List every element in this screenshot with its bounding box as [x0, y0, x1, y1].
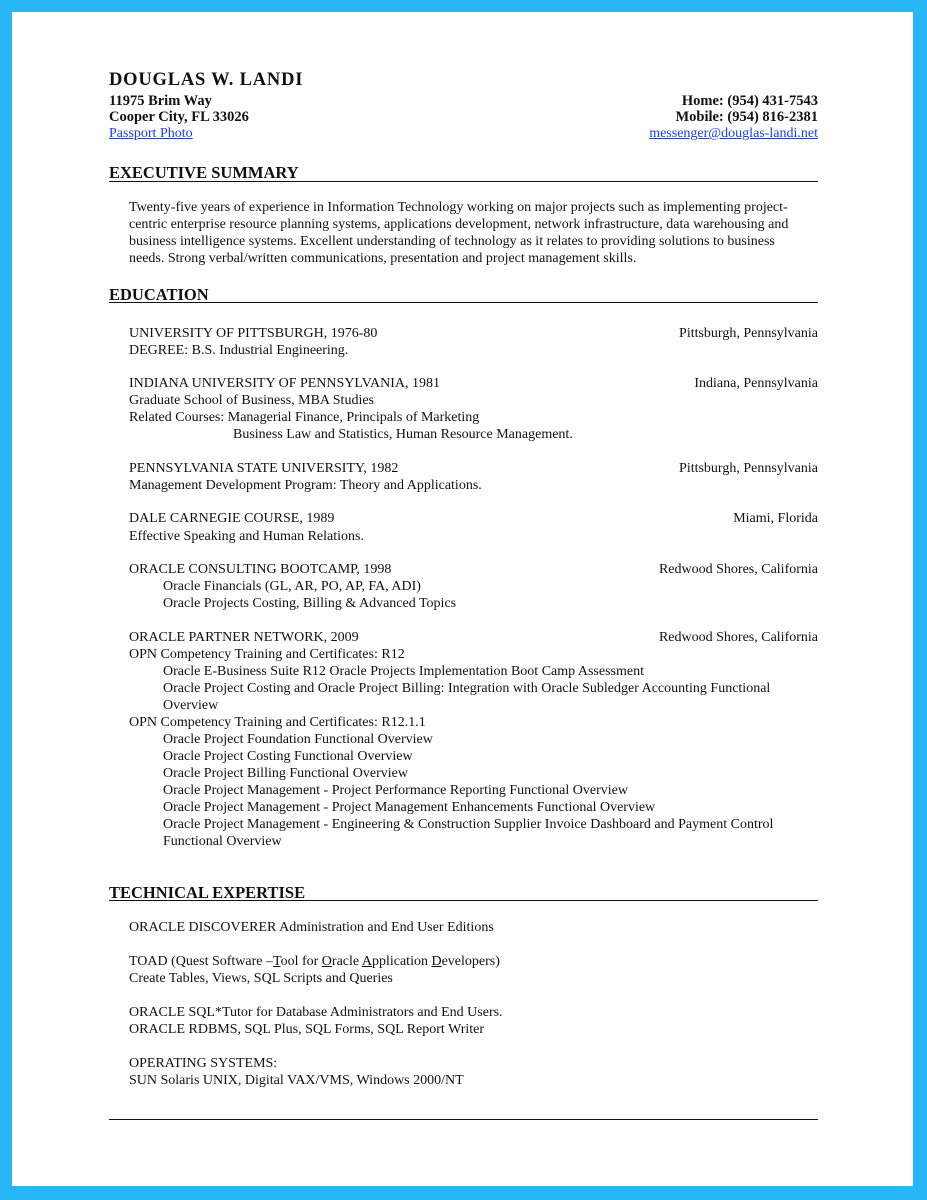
- education-detail: DEGREE: B.S. Industrial Engineering.: [129, 343, 349, 358]
- technical-item: SUN Solaris UNIX, Digital VAX/VMS, Windows 2000/NT: [129, 1073, 464, 1088]
- home-phone: Home: (954) 431-7543: [681, 93, 818, 109]
- summary-line: Twenty-five years of experience in Information Technology working on major projects such as implementing project-: [129, 200, 788, 215]
- email-link[interactable]: messenger@douglas-landi.net: [649, 126, 818, 141]
- education-detail: Oracle Financials (GL, AR, PO, AP, FA, ADI): [163, 579, 421, 594]
- certificate-item: Oracle Project Foundation Functional Overview: [163, 732, 433, 747]
- certificate-item: Oracle E-Business Suite R12 Oracle Projects Implementation Boot Camp Assessment: [163, 664, 644, 679]
- certificate-item: Oracle Project Management - Project Performance Reporting Functional Overview: [163, 783, 628, 798]
- summary-line: needs. Strong verbal/written communications, presentation and project management skills.: [129, 251, 637, 266]
- school-location: Indiana, Pennsylvania: [694, 376, 818, 391]
- school-name: PENNSYLVANIA STATE UNIVERSITY, 1982: [129, 461, 399, 476]
- technical-item: OPERATING SYSTEMS:: [129, 1056, 278, 1071]
- technical-item: ORACLE SQL*Tutor for Database Administrators and End Users.: [129, 1005, 503, 1020]
- education-detail: Business Law and Statistics, Human Resource Management.: [233, 427, 573, 442]
- school-location: Pittsburgh, Pennsylvania: [679, 461, 818, 476]
- footer-divider: [109, 1119, 818, 1120]
- toad-line: TOAD (Quest Software –Tool for Oracle Application Developers): [129, 954, 500, 969]
- resume-page: [12, 12, 913, 1186]
- section-title-technical: TECHNICAL EXPERTISE: [109, 883, 306, 902]
- section-divider: [109, 181, 818, 182]
- technical-item: ORACLE DISCOVERER Administration and End User Editions: [129, 920, 494, 935]
- education-detail: Related Courses: Managerial Finance, Principals of Marketing: [129, 410, 480, 425]
- passport-photo-link[interactable]: Passport Photo: [109, 126, 193, 141]
- address-line-1: 11975 Brim Way: [109, 93, 212, 109]
- certificate-heading: OPN Competency Training and Certificates: R12: [129, 647, 405, 662]
- education-detail: Graduate School of Business, MBA Studies: [129, 393, 374, 408]
- education-detail: Management Development Program: Theory and Applications.: [129, 478, 482, 493]
- technical-item: ORACLE RDBMS, SQL Plus, SQL Forms, SQL Report Writer: [129, 1022, 485, 1037]
- summary-line: business intelligence systems. Excellent understanding of technology as it relates to providing solutions to business: [129, 234, 775, 249]
- school-location: Redwood Shores, California: [658, 630, 818, 645]
- education-detail: Effective Speaking and Human Relations.: [129, 529, 364, 544]
- school-name: INDIANA UNIVERSITY OF PENNSYLVANIA, 1981: [129, 376, 440, 391]
- section-title-education: EDUCATION: [109, 285, 209, 304]
- applicant-name: DOUGLAS W. LANDI: [109, 70, 304, 90]
- education-detail: Oracle Projects Costing, Billing & Advanced Topics: [163, 596, 457, 611]
- school-name: UNIVERSITY OF PITTSBURGH, 1976-80: [129, 326, 378, 341]
- mobile-phone: Mobile: (954) 816-2381: [675, 109, 818, 125]
- section-divider: [109, 302, 818, 303]
- certificate-item: Oracle Project Management - Engineering & Construction Supplier Invoice Dashboard and Payment Control: [163, 817, 774, 832]
- certificate-item: Oracle Project Billing Functional Overview: [163, 766, 408, 781]
- summary-line: centric enterprise resource planning systems, applications development, network infrastructure, data warehousing and: [129, 217, 789, 232]
- address-line-2: Cooper City, FL 33026: [109, 109, 249, 125]
- certificate-item: Oracle Project Costing and Oracle Project Billing: Integration with Oracle Subledger Accounting Functional: [163, 681, 771, 696]
- certificate-item: Functional Overview: [163, 834, 282, 849]
- school-location: Pittsburgh, Pennsylvania: [679, 326, 818, 341]
- certificate-item: Oracle Project Costing Functional Overview: [163, 749, 413, 764]
- section-title-summary: EXECUTIVE SUMMARY: [109, 163, 299, 182]
- technical-item: Create Tables, Views, SQL Scripts and Queries: [129, 971, 393, 986]
- certificate-item: Oracle Project Management - Project Management Enhancements Functional Overview: [163, 800, 656, 815]
- certificate-item: Overview: [163, 698, 219, 713]
- certificate-heading: OPN Competency Training and Certificates: R12.1.1: [129, 715, 426, 730]
- section-divider: [109, 900, 818, 901]
- school-name: ORACLE PARTNER NETWORK, 2009: [129, 630, 359, 645]
- school-name: ORACLE CONSULTING BOOTCAMP, 1998: [129, 562, 392, 577]
- school-location: Redwood Shores, California: [658, 562, 818, 577]
- school-name: DALE CARNEGIE COURSE, 1989: [129, 511, 335, 526]
- school-location: Miami, Florida: [733, 511, 818, 526]
